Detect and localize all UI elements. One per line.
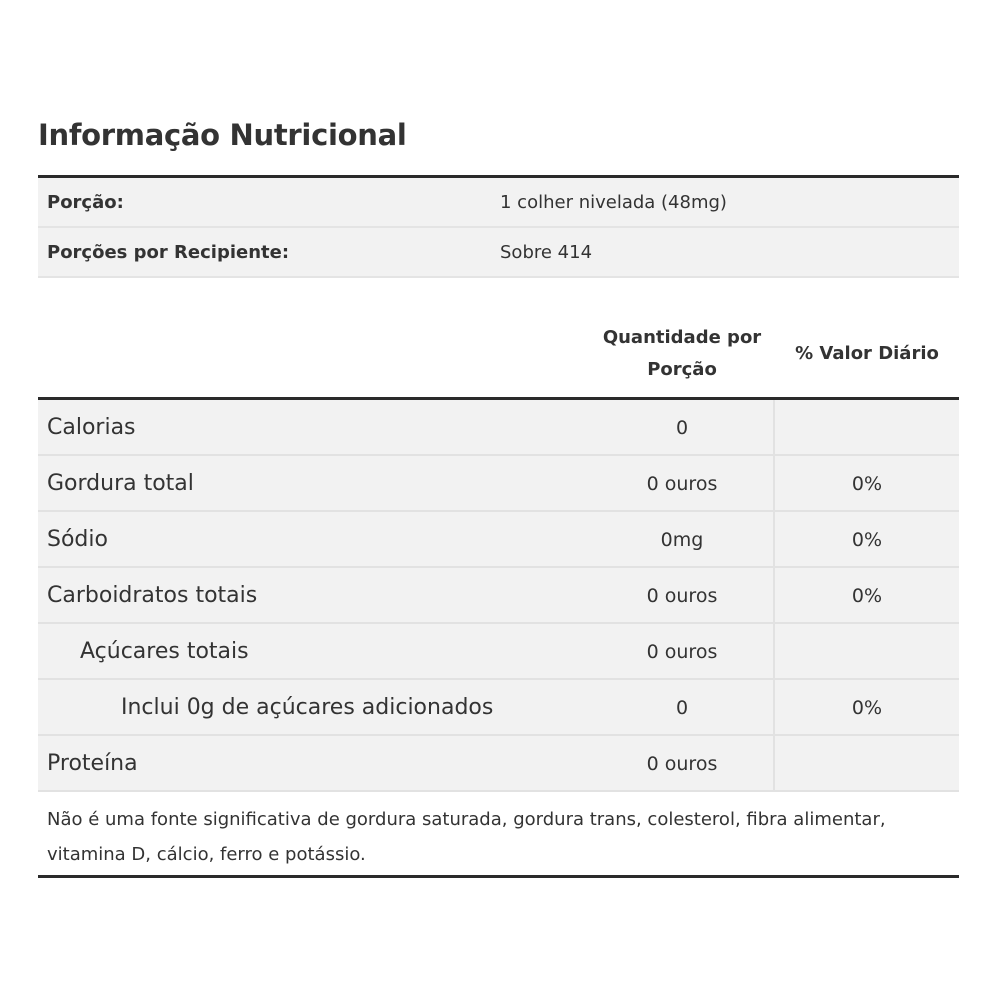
serving-size-value: 1 colher nivelada (48mg)	[500, 192, 727, 213]
nutrient-amount: 0 ouros	[646, 753, 718, 775]
nutrient-name: Proteína	[47, 751, 138, 776]
footnote: Não é uma fonte significativa de gordura saturada, gordura trans, colesterol, fibra alimentar, vitamina D, cálcio, ferro e potássio.	[38, 792, 959, 878]
table-row	[38, 400, 959, 456]
amount-header-line-2: Porção	[647, 359, 717, 380]
table-row	[38, 736, 959, 792]
nutrients-table	[38, 397, 959, 792]
servings-per-container-label: Porções por Recipiente:	[47, 242, 290, 263]
nutrient-daily-value	[773, 736, 959, 790]
table-row	[38, 568, 959, 624]
nutrient-amount: 0	[675, 417, 689, 439]
nutrient-amount: 0mg	[660, 529, 704, 551]
nutrient-daily-value	[773, 400, 959, 454]
nutrient-amount: 0 ouros	[646, 473, 718, 495]
amount-header-line-1: Quantidade por	[602, 327, 762, 348]
nutrient-daily-value: 0%	[773, 680, 959, 734]
table-row	[38, 624, 959, 680]
servings-per-container-value: Sobre 414	[500, 242, 593, 263]
nutrient-name: Sódio	[47, 527, 108, 552]
nutrient-daily-value: 0%	[773, 512, 959, 566]
nutrient-amount: 0 ouros	[646, 641, 718, 663]
table-row	[38, 680, 959, 736]
nutrient-name: Carboidratos totais	[47, 583, 258, 608]
nutrient-daily-value: 0%	[773, 568, 959, 622]
page-title: Informação Nutricional	[38, 118, 407, 152]
serving-size-row	[38, 178, 959, 228]
daily-value-header: % Valor Diário	[795, 343, 939, 364]
servings-per-container-row	[38, 228, 959, 278]
table-row	[38, 512, 959, 568]
nutrient-amount: 0	[675, 697, 689, 719]
nutrient-daily-value: 0%	[773, 456, 959, 510]
nutrient-name: Gordura total	[47, 471, 194, 496]
nutrient-name: Calorias	[47, 415, 136, 440]
nutrient-daily-value	[773, 624, 959, 678]
amount-per-serving-header	[592, 322, 772, 386]
nutrient-name: Açúcares totais	[80, 639, 249, 664]
table-row	[38, 456, 959, 512]
serving-size-label: Porção:	[47, 192, 124, 213]
serving-info-table	[38, 175, 959, 278]
nutrient-amount: 0 ouros	[646, 585, 718, 607]
nutrient-name: Inclui 0g de açúcares adicionados	[121, 695, 494, 720]
